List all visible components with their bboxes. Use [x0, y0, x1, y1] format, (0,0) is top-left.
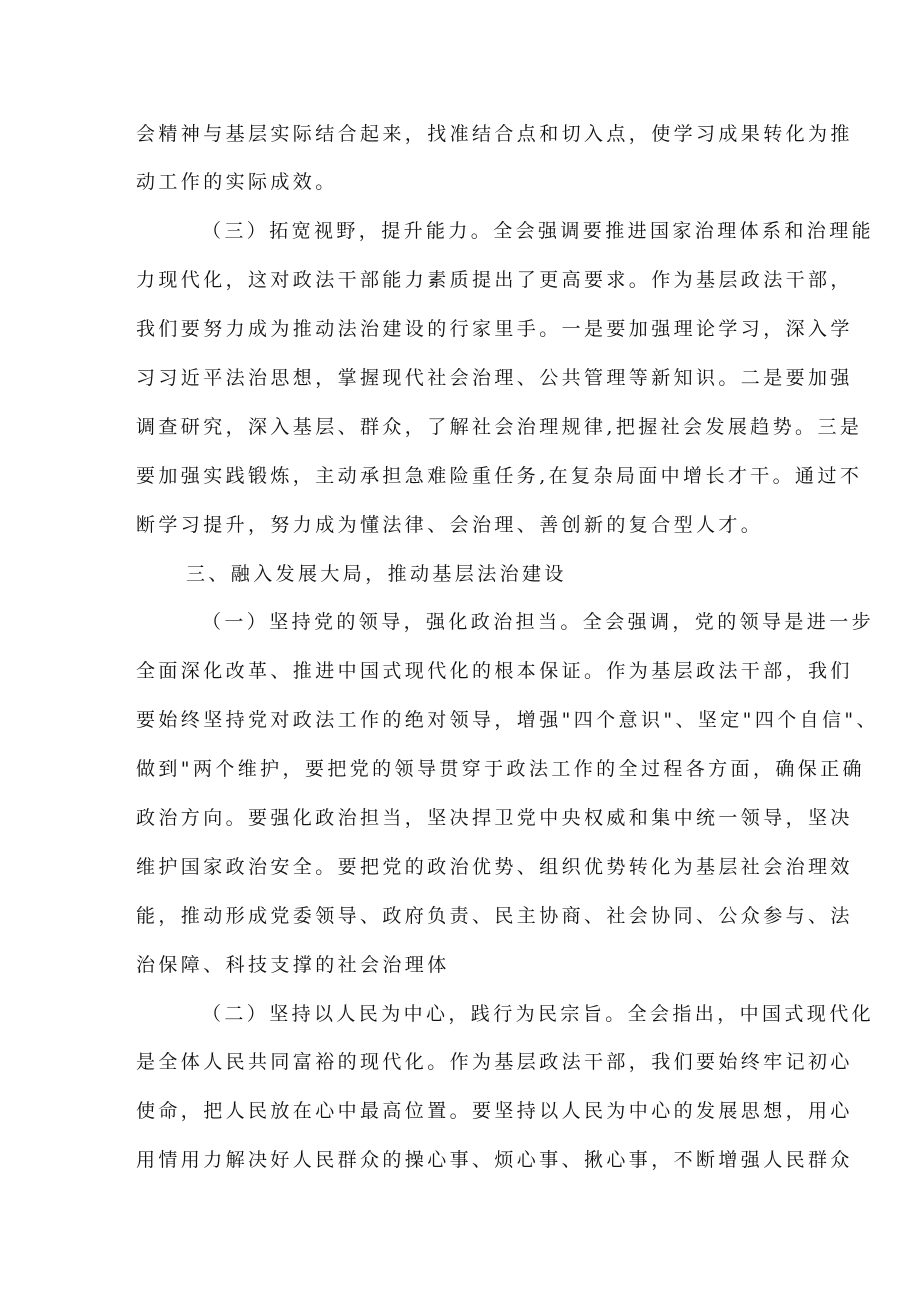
- text-line: 动工作的实际成效。: [136, 171, 338, 193]
- text-line: 要始终坚持党对政法工作的绝对领导，增强"四个意识"、坚定"四个自信"、: [136, 709, 879, 731]
- text-line: 调查研究，深入基层、群众，了解社会治理规律,把握社会发展趋势。三是: [136, 416, 863, 438]
- text-line: 治保障、科技支撑的社会治理体: [136, 954, 450, 976]
- text-line: 做到"两个维护，要把党的领导贯穿于政法工作的全过程各方面，确保正确: [136, 758, 865, 780]
- text-line: 断学习提升，努力成为懂法律、会治理、善创新的复合型人才。: [136, 514, 764, 536]
- paragraph-start-line: （二）坚持以人民为中心，践行为民宗旨。全会指出，中国式现代化: [202, 1003, 875, 1025]
- text-line: 力现代化，这对政法干部能力素质提出了更高要求。作为基层政法干部，: [136, 269, 853, 291]
- text-line: 能，推动形成党委领导、政府负责、民主协商、社会协同、公众参与、法: [136, 905, 853, 927]
- text-line: 习习近平法治思想，掌握现代社会治理、公共管理等新知识。二是要加强: [136, 367, 853, 389]
- section-heading: 三、融入发展大局，推动基层法治建设: [186, 563, 567, 585]
- text-line: 使命，把人民放在心中最高位置。要坚持以人民为中心的发展思想，用心: [136, 1100, 853, 1122]
- text-line: 要加强实践锻炼，主动承担急难险重任务,在复杂局面中增长才干。通过不: [136, 465, 863, 487]
- text-line: 是全体人民共同富裕的现代化。作为基层政法干部，我们要始终牢记初心: [136, 1051, 853, 1073]
- text-line: 全面深化改革、推进中国式现代化的根本保证。作为基层政法干部，我们: [136, 660, 853, 682]
- text-line: 用情用力解决好人民群众的操心事、烦心事、揪心事，不断增强人民群众: [136, 1149, 853, 1171]
- text-line: 我们要努力成为推动法治建设的行家里手。一是要加强理论学习，深入学: [136, 318, 853, 340]
- text-line: 维护国家政治安全。要把党的政治优势、组织优势转化为基层社会治理效: [136, 856, 853, 878]
- paragraph-start-line: （一）坚持党的领导，强化政治担当。全会强调，党的领导是进一步: [202, 611, 875, 633]
- paragraph-start-line: （三）拓宽视野，提升能力。全会强调要推进国家治理体系和治理能: [202, 220, 875, 242]
- text-line: 政治方向。要强化政治担当，坚决捍卫党中央权威和集中统一领导，坚决: [136, 807, 853, 829]
- text-line: 会精神与基层实际结合起来，找准结合点和切入点，使学习成果转化为推: [136, 123, 853, 145]
